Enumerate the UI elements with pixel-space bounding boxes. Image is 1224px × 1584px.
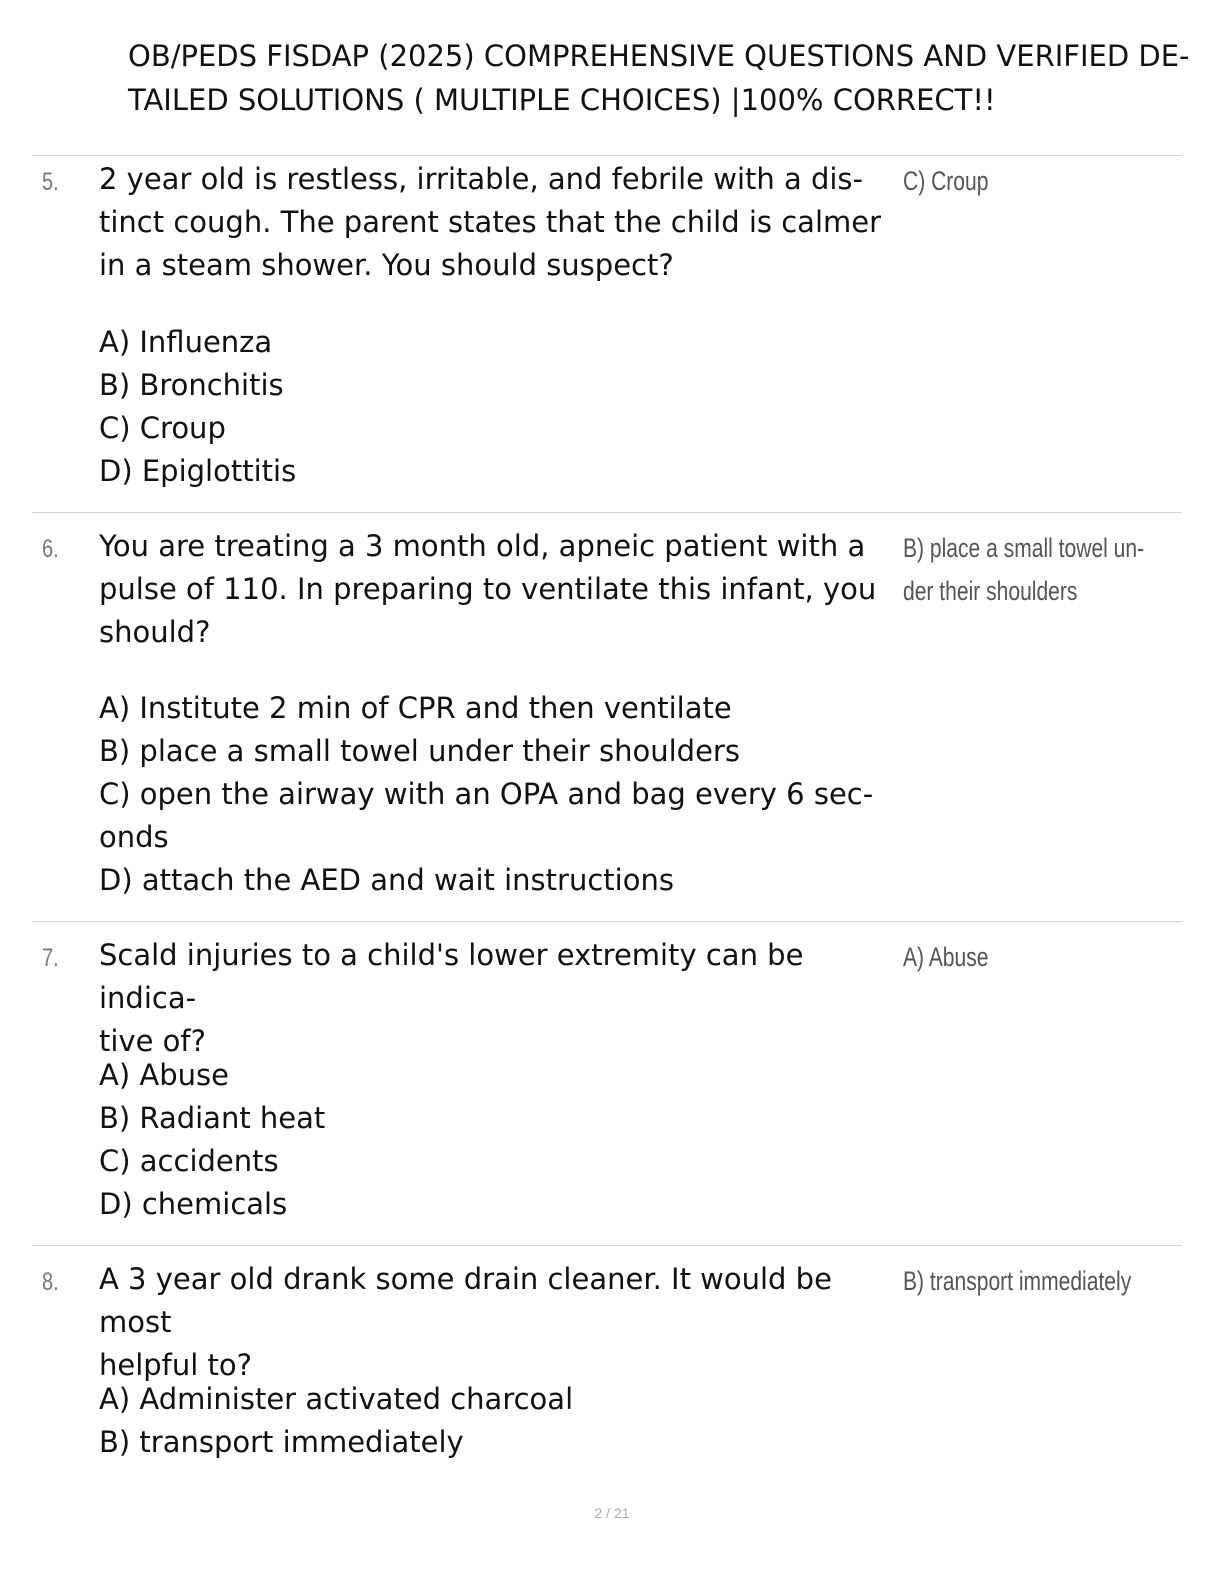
option: A) Abuse	[99, 1058, 229, 1092]
question-text	[99, 1258, 899, 1387]
answer-line: A) Abuse	[903, 942, 989, 972]
option: D) chemicals	[99, 1187, 288, 1221]
option: B) transport immediately	[99, 1425, 464, 1459]
answer-options	[99, 321, 899, 493]
answer-text	[903, 1260, 1160, 1303]
page-number: 2 / 21	[594, 1505, 630, 1521]
answer-line: der their shoulders	[903, 576, 1078, 606]
option: D) Epiglottitis	[99, 454, 297, 488]
question-line: tive of?	[99, 1024, 206, 1058]
answer-options	[99, 1054, 899, 1226]
divider	[32, 1245, 1182, 1246]
question-text	[99, 934, 899, 1063]
question-line: Scald injuries to a child's lower extremity can be indica-	[99, 938, 804, 1015]
option: B) place a small towel under their shoulders	[99, 734, 740, 768]
answer-text	[903, 527, 1160, 613]
title-line-1: OB/PEDS FISDAP (2025) COMPREHENSIVE QUESTIONS AND VERIFIED DE-	[128, 39, 1190, 73]
option: C) Croup	[99, 411, 226, 445]
question-text	[99, 525, 899, 654]
question-line: in a steam shower. You should suspect?	[99, 248, 674, 282]
answer-options	[99, 1378, 899, 1464]
document-title	[128, 34, 1208, 122]
question-number: 6.	[42, 535, 59, 563]
question-line: pulse of 110. In preparing to ventilate this infant, you	[99, 572, 877, 606]
option: D) attach the AED and wait instructions	[99, 863, 674, 897]
option: A) Administer activated charcoal	[99, 1382, 574, 1416]
question-text	[99, 158, 899, 287]
option: A) Institute 2 min of CPR and then ventilate	[99, 691, 732, 725]
option: C) accidents	[99, 1144, 279, 1178]
option: onds	[99, 820, 169, 854]
answer-line: B) place a small towel un-	[903, 533, 1145, 563]
title-line-2: TAILED SOLUTIONS ( MULTIPLE CHOICES) |100% CORRECT!!	[128, 83, 996, 117]
question-number: 7.	[42, 944, 59, 972]
option: C) open the airway with an OPA and bag every 6 sec-	[99, 777, 874, 811]
question-line: 2 year old is restless, irritable, and febrile with a dis-	[99, 162, 863, 196]
question-number: 8.	[42, 1268, 59, 1296]
option: B) Radiant heat	[99, 1101, 326, 1135]
divider	[32, 155, 1182, 156]
divider	[32, 512, 1182, 513]
question-line: A 3 year old drank some drain cleaner. It would be most	[99, 1262, 832, 1339]
question-line: helpful to?	[99, 1348, 253, 1382]
divider	[32, 921, 1182, 922]
answer-text	[903, 160, 1160, 203]
option: B) Bronchitis	[99, 368, 284, 402]
answer-text	[903, 936, 1160, 979]
question-number: 5.	[42, 168, 59, 196]
answer-line: C) Croup	[903, 166, 989, 196]
option: A) Influenza	[99, 325, 273, 359]
question-line: should?	[99, 615, 211, 649]
question-line: tinct cough. The parent states that the child is calmer	[99, 205, 882, 239]
answer-line: B) transport immediately	[903, 1266, 1132, 1296]
answer-options	[99, 687, 899, 902]
question-line: You are treating a 3 month old, apneic patient with a	[99, 529, 866, 563]
